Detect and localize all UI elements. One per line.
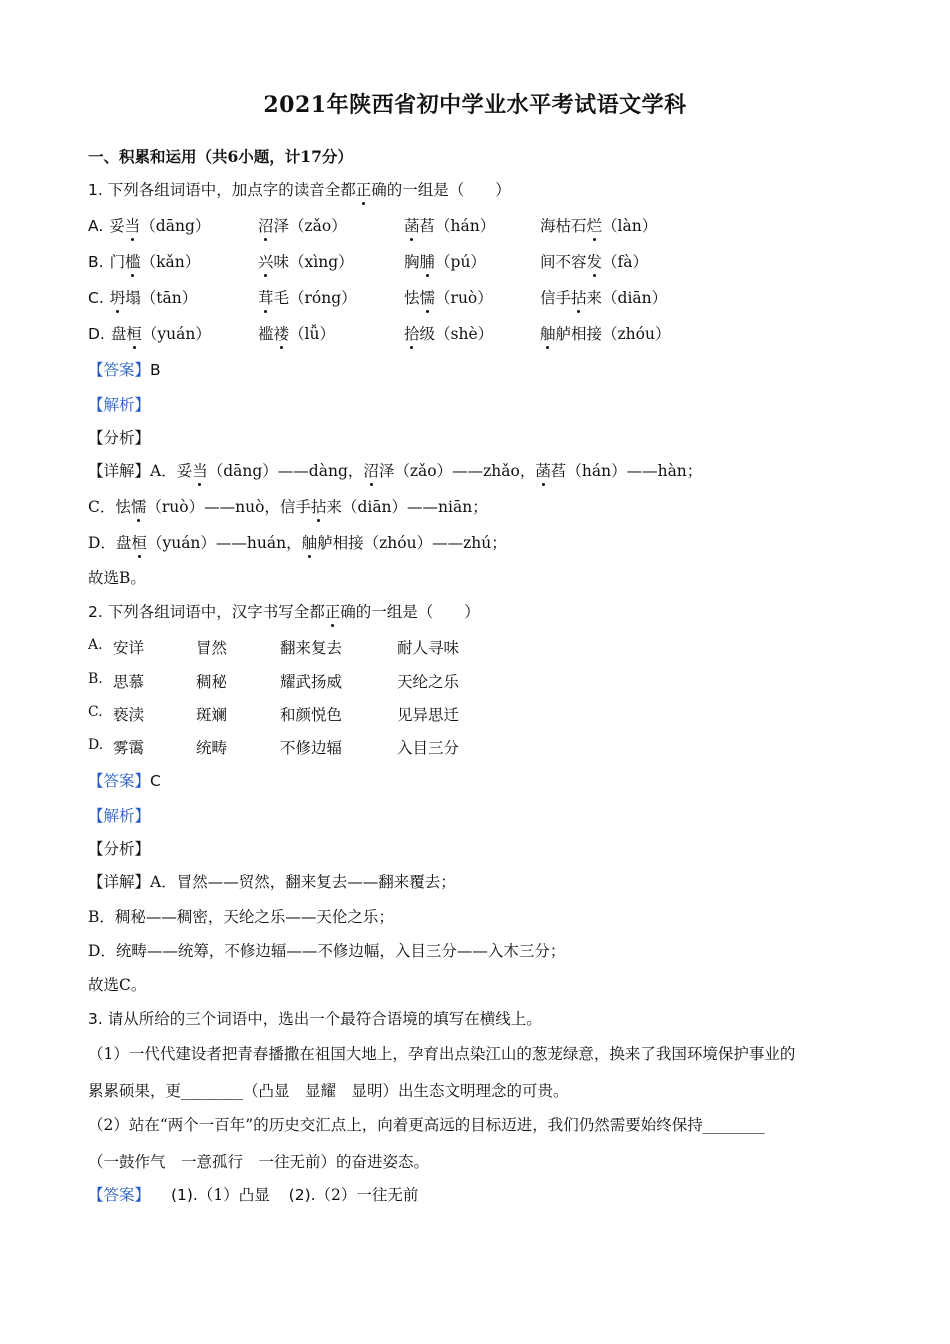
q1-conclusion: 故选B。 (88, 569, 146, 587)
q1-option-b-item: 兴味（xìng） (258, 250, 354, 272)
q1-option-c-item: 茸毛（róng） (258, 286, 357, 308)
q1-option-d-item: 褴褛（lǚ） (258, 322, 335, 344)
option-label: B. (88, 253, 104, 271)
q2-conclusion: 故选C。 (88, 976, 147, 994)
q2-option-word: 思慕 (113, 673, 145, 691)
q1-option-a-item: A. 妥当（dāng） (88, 214, 210, 236)
q2-option-word: 斑斓 (196, 706, 228, 724)
q2-option-label: C. (88, 704, 103, 720)
q2-option-word: 入目三分 (397, 739, 460, 757)
q2-option-word: 冒然 (196, 639, 228, 657)
q2-option-label: A. (88, 637, 103, 653)
document-title: 2021年陕西省初中学业水平考试语文学科 (263, 92, 687, 118)
q2-detail-2: B．稠秘——稠密，天纶之乐——天伦之乐； (88, 908, 394, 926)
q2-analysis-tag: 【解析】 (88, 807, 151, 825)
option-label: A. (88, 217, 104, 235)
q1-number: 1. (88, 181, 103, 199)
q1-option-c-item: 怯懦（ruò） (404, 286, 493, 308)
q1-option-a-item: 海枯石烂（làn） (540, 214, 657, 236)
q2-option-word: 统畴 (196, 739, 228, 757)
q1-option-b-item: 胸脯（pú） (404, 250, 486, 272)
q3-part2-line2: （一鼓作气 一意孤行 一往无前）的奋进姿态。 (88, 1153, 430, 1171)
q3-number: 3. (88, 1010, 103, 1028)
q1-analysis-tag: 【解析】 (88, 396, 151, 414)
q2-option-label: B. (88, 671, 103, 687)
q2-option-label: D. (88, 737, 104, 753)
q1-option-c-item: C. 坍塌（tān） (88, 286, 197, 308)
q2-fenxi-tag: 【分析】 (88, 840, 151, 858)
q3-part1-line2: 累累硕果，更________（凸显 显耀 显明）出生态文明理念的可贵。 (88, 1082, 569, 1100)
q1-option-b-item: B. 门槛（kǎn） (88, 250, 200, 272)
q2-option-word: 稠秘 (196, 673, 228, 691)
q2-answer: 【答案】C (88, 772, 161, 790)
q1-option-a-item: 菡萏（hán） (404, 214, 495, 236)
q1-detail-c: C．怯懦（ruò）——nuò，信手拈来（diān）——niān； (88, 495, 488, 517)
q1-option-b-item: 间不容发（fà） (540, 250, 648, 272)
q1-answer: 【答案】B (88, 361, 161, 379)
q1-option-d-item: 拾级（shè） (404, 322, 493, 344)
q2-option-word: 天纶之乐 (397, 673, 460, 691)
q1-stem: 1. 下列各组词语中，加点字的读音全都正确的一组是（ ） (88, 178, 511, 200)
q2-option-word: 雾霭 (113, 739, 145, 757)
q1-detail-a: 【详解】A．妥当（dāng）——dàng，沼泽（zǎo）——zhǎo，菡萏（hán）——hàn； (88, 459, 702, 481)
q2-number: 2. (88, 603, 103, 621)
q2-option-word: 耀武扬威 (280, 673, 343, 691)
q2-option-word: 和颜悦色 (280, 706, 343, 724)
q2-option-word: 见异思迁 (397, 706, 460, 724)
q2-stem: 2. 下列各组词语中，汉字书写全都正确的一组是（ ） (88, 600, 480, 622)
q2-option-word: 翻来复去 (280, 639, 343, 657)
q2-option-word: 耐人寻味 (397, 639, 460, 657)
q1-option-c-item: 信手拈来（diān） (540, 286, 667, 308)
section-heading: 一、积累和运用（共6小题，计17分） (88, 147, 353, 166)
q2-option-word: 亵渎 (113, 706, 145, 724)
q1-fenxi-tag: 【分析】 (88, 429, 151, 447)
q2-option-word: 不修边辐 (280, 739, 343, 757)
option-label: D. (88, 325, 105, 343)
q1-detail-d: D．盘桓（yuán）——huán，舳舻相接（zhóu）——zhú； (88, 531, 507, 553)
q1-option-d-item: 舳舻相接（zhóu） (540, 322, 670, 344)
q2-detail-3: D．统畴——统筹，不修边辐——不修边幅，入目三分——入木三分； (88, 942, 566, 960)
q2-detail-1: 【详解】A．冒然——贸然，翻来复去——翻来覆去； (88, 873, 456, 891)
q2-option-word: 安详 (113, 639, 145, 657)
option-label: C. (88, 289, 104, 307)
q3-part1-line1: （1）一代代建设者把青春播撒在祖国大地上，孕育出点染江山的葱茏绿意，换来了我国环境保护事业的 (88, 1045, 796, 1063)
q3-part2-line1: （2）站在“两个一百年”的历史交汇点上，向着更高远的目标迈进，我们仍然需要始终保持________ (88, 1116, 765, 1134)
q3-answer: 【答案】 (1).（1）凸显 (2).（2）一往无前 (88, 1186, 419, 1204)
q3-stem: 3. 请从所给的三个词语中，选出一个最符合语境的填写在横线上。 (88, 1010, 542, 1028)
q1-option-d-item: D. 盘桓（yuán） (88, 322, 211, 344)
q1-option-a-item: 沼泽（zǎo） (258, 214, 347, 236)
